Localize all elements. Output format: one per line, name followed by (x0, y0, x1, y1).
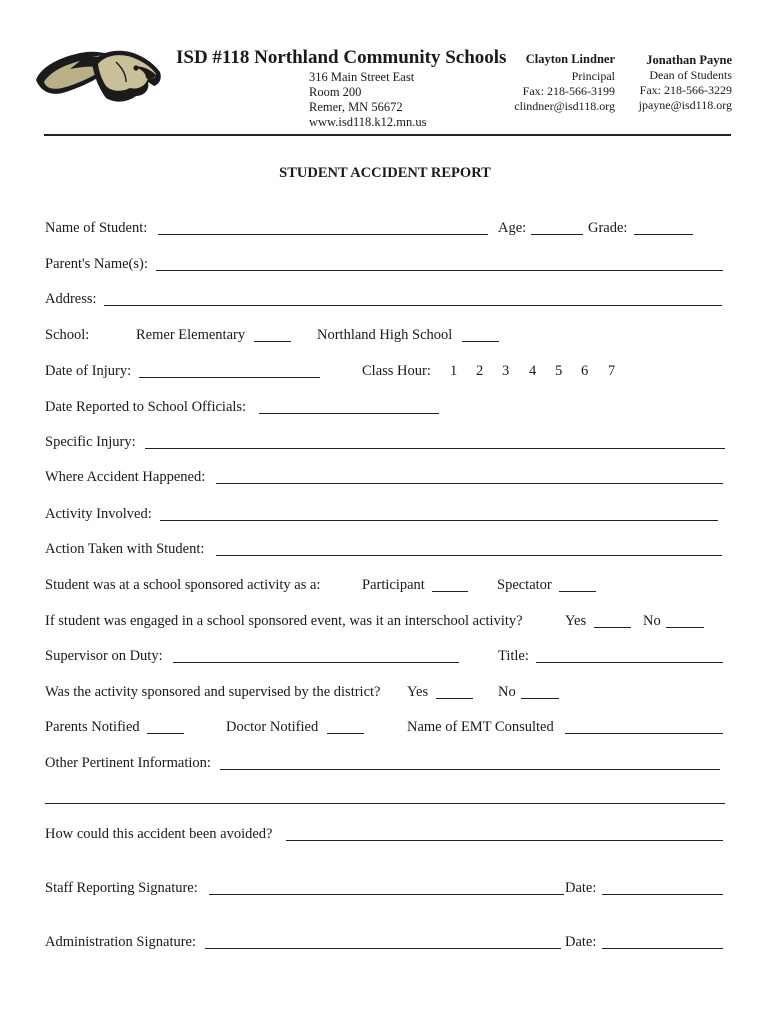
staff-signature-label: Staff Reporting Signature: (45, 880, 198, 896)
district-supervised-row (45, 681, 725, 701)
parents-row (45, 253, 725, 273)
remer-elementary-field[interactable] (254, 341, 291, 342)
date-reported-label: Date Reported to School Officials: (45, 399, 247, 415)
spectator-field[interactable] (559, 591, 596, 592)
school-name: ISD #118 Northland Community Schools (176, 47, 507, 68)
interschool-row (45, 610, 725, 630)
school-activity-label: Student was at a school sponsored activity as a: (45, 577, 321, 593)
notifications-row (45, 716, 725, 736)
dean-title: Dean of Students (649, 68, 732, 82)
northland-high-field[interactable] (462, 341, 499, 342)
date-reported-row (45, 396, 725, 416)
supervisor-title-field[interactable] (536, 662, 723, 663)
interschool-question-label: If student was engaged in a school sponsored event, was it an interschool activity? (45, 613, 523, 629)
admin-date-field[interactable] (602, 948, 723, 949)
activity-row (45, 503, 725, 523)
class-hour-option[interactable]: 5 (555, 363, 563, 379)
date-reported-field[interactable] (259, 413, 439, 414)
northland-high-label: Northland High School (317, 327, 453, 343)
spectator-label: Spectator (497, 577, 552, 593)
other-info-field[interactable] (220, 769, 720, 770)
address-line-room: Room 200 (309, 85, 362, 99)
parents-notified-label: Parents Notified (45, 719, 140, 735)
injury-date-row (45, 360, 725, 380)
principal-email[interactable]: clindner@isd118.org (514, 99, 615, 113)
remer-elementary-label: Remer Elementary (136, 327, 246, 343)
sponsored-no-field[interactable] (521, 698, 559, 699)
doctor-notified-field[interactable] (327, 733, 364, 734)
sponsored-question-label: Was the activity sponsored and supervised by the district? (45, 684, 381, 700)
class-hour-label: Class Hour: (362, 363, 431, 379)
address-line-street: 316 Main Street East (309, 70, 415, 84)
date-of-injury-label: Date of Injury: (45, 363, 132, 379)
admin-date-label: Date: (565, 934, 597, 950)
dean-name: Jonathan Payne (646, 53, 732, 67)
address-field[interactable] (104, 305, 722, 306)
participant-field[interactable] (432, 591, 468, 592)
class-hour-option[interactable]: 3 (502, 363, 510, 379)
staff-date-field[interactable] (602, 894, 723, 895)
where-happened-field[interactable] (216, 483, 723, 484)
admin-signature-label: Administration Signature: (45, 934, 197, 950)
doctor-notified-label: Doctor Notified (226, 719, 319, 735)
supervisor-field[interactable] (173, 662, 459, 663)
avoidance-row (45, 823, 725, 843)
avoided-question-label: How could this accident been avoided? (45, 826, 273, 842)
principal-name: Clayton Lindner (525, 52, 615, 66)
emt-consulted-field[interactable] (565, 733, 723, 734)
student-name-field[interactable] (158, 234, 488, 235)
class-hour-option[interactable]: 1 (450, 363, 458, 379)
action-taken-label: Action Taken with Student: (45, 541, 205, 557)
school-label: School: (45, 327, 90, 343)
admin-signature-row (45, 931, 725, 951)
address-line-city: Remer, MN 56672 (309, 100, 403, 114)
activity-involved-field[interactable] (160, 520, 718, 521)
dean-fax: Fax: 218-566-3229 (639, 83, 732, 97)
grade-label: Grade: (588, 220, 628, 236)
date-of-injury-field[interactable] (139, 377, 320, 378)
dean-email[interactable]: jpayne@isd118.org (638, 98, 732, 112)
principal-title: Principal (571, 69, 615, 83)
specific-injury-field[interactable] (145, 448, 725, 449)
sponsored-yes-label: Yes (407, 684, 429, 700)
sponsored-yes-field[interactable] (436, 698, 473, 699)
supervisor-label: Supervisor on Duty: (45, 648, 163, 664)
staff-date-label: Date: (565, 880, 597, 896)
class-hour-option[interactable]: 4 (529, 363, 537, 379)
class-hour-option[interactable]: 2 (476, 363, 484, 379)
staff-signature-field[interactable] (209, 894, 564, 895)
other-info-field-continued[interactable] (45, 803, 725, 804)
supervisor-row (45, 645, 725, 665)
staff-signature-row (45, 877, 725, 897)
specific-injury-label: Specific Injury: (45, 434, 136, 450)
principal-fax: Fax: 218-566-3199 (522, 84, 615, 98)
action-taken-field[interactable] (216, 555, 722, 556)
student-info-row (45, 217, 725, 237)
other-info-label: Other Pertinent Information: (45, 755, 211, 771)
address-label: Address: (45, 291, 97, 307)
sponsored-no-label: No (498, 684, 516, 700)
other-info-row (45, 752, 725, 772)
school-row (45, 324, 725, 344)
admin-signature-field[interactable] (205, 948, 561, 949)
age-label: Age: (498, 220, 527, 236)
avoided-answer-field[interactable] (286, 840, 723, 841)
specific-injury-row (45, 431, 727, 451)
name-of-student-label: Name of Student: (45, 220, 148, 236)
interschool-yes-label: Yes (565, 613, 587, 629)
interschool-yes-field[interactable] (594, 627, 631, 628)
parents-names-field[interactable] (156, 270, 723, 271)
where-happened-label: Where Accident Happened: (45, 469, 206, 485)
address-row (45, 288, 725, 308)
parents-notified-field[interactable] (147, 733, 184, 734)
parents-names-label: Parent's Name(s): (45, 256, 148, 272)
class-hour-option[interactable]: 6 (581, 363, 589, 379)
age-field[interactable] (531, 234, 583, 235)
emt-consulted-label: Name of EMT Consulted (407, 719, 554, 735)
action-row (45, 538, 725, 558)
eagle-logo (30, 38, 164, 114)
activity-involved-label: Activity Involved: (45, 506, 152, 522)
website-link[interactable]: www.isd118.k12.mn.us (309, 115, 427, 129)
header-divider (44, 134, 731, 136)
participant-label: Participant (362, 577, 425, 593)
report-title: STUDENT ACCIDENT REPORT (279, 165, 491, 181)
accident-location-row (45, 466, 727, 486)
class-hour-option[interactable]: 7 (608, 363, 616, 379)
interschool-no-label: No (643, 613, 661, 629)
title-label: Title: (498, 648, 529, 664)
interschool-no-field[interactable] (666, 627, 704, 628)
grade-field[interactable] (634, 234, 693, 235)
sponsored-role-row (45, 574, 725, 594)
